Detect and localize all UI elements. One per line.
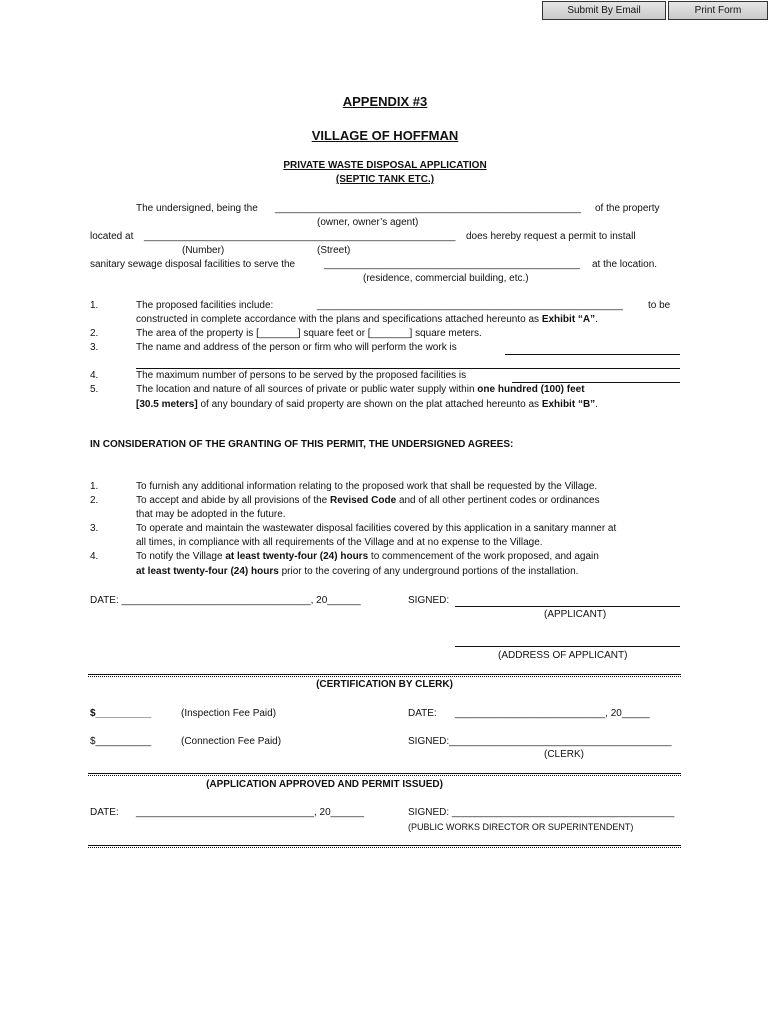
residence-note: (residence, commercial building, etc.) bbox=[363, 273, 529, 284]
submit-by-email-button[interactable]: Submit By Email bbox=[542, 1, 666, 20]
connection-fee-field[interactable]: $__________ bbox=[90, 736, 152, 747]
form-title: PRIVATE WASTE DISPOSAL APPLICATION bbox=[283, 160, 487, 171]
agree-number: 4. bbox=[90, 551, 99, 562]
divider bbox=[88, 845, 681, 848]
item1-cont-text: constructed in complete accordance with the plans and specifications attached hereunto as bbox=[136, 314, 540, 325]
applicant-date-field[interactable]: DATE: __________________________________, 20______ bbox=[90, 595, 361, 606]
connection-fee-label: (Connection Fee Paid) bbox=[181, 736, 282, 747]
item5-text bbox=[136, 384, 585, 396]
item1-continuation bbox=[136, 314, 598, 326]
agree-item1: To furnish any additional information relating to the proposed work that shall be requested by the Village. bbox=[136, 481, 598, 492]
item-number: 4. bbox=[90, 370, 99, 381]
form-subtitle: (SEPTIC TANK ETC.) bbox=[335, 174, 435, 185]
item5-distance: one hundred (100) feet bbox=[477, 384, 585, 395]
applicant-signature-line[interactable] bbox=[455, 606, 680, 607]
agreement-heading: IN CONSIDERATION OF THE GRANTING OF THIS PERMIT, THE UNDERSIGNED AGREES: bbox=[90, 439, 514, 450]
approval-date-label: DATE: bbox=[90, 807, 119, 818]
intro-line1-label: The undersigned, being the bbox=[136, 203, 258, 214]
clerk-heading: (CERTIFICATION BY CLERK) bbox=[316, 679, 453, 690]
clerk-note: (CLERK) bbox=[544, 749, 585, 760]
item4-text: The maximum number of persons to be served by the proposed facilities is bbox=[136, 370, 467, 381]
item5-continuation bbox=[136, 399, 598, 411]
item-number: 2. bbox=[90, 328, 99, 339]
revised-code: Revised Code bbox=[330, 495, 397, 506]
agree-item4-c: to commencement of the work proposed, and again bbox=[370, 551, 599, 562]
agree-number: 2. bbox=[90, 495, 99, 506]
exhibit-a: Exhibit “A” bbox=[541, 314, 596, 325]
village-title: VILLAGE OF HOFFMAN bbox=[311, 128, 459, 143]
agree-item4 bbox=[136, 551, 599, 563]
appendix-title: APPENDIX #3 bbox=[342, 94, 428, 109]
facilities-field[interactable]: _______________________________________________________ bbox=[317, 300, 623, 311]
item2-text: The area of the property is [_______] square feet or [_______] square meters. bbox=[136, 328, 482, 339]
contractor-field-line2[interactable] bbox=[136, 368, 680, 369]
agree-number: 3. bbox=[90, 523, 99, 534]
inspection-fee-label: (Inspection Fee Paid) bbox=[181, 708, 277, 719]
director-note: (PUBLIC WORKS DIRECTOR OR SUPERINTENDENT) bbox=[408, 822, 634, 832]
applicant-address-line[interactable] bbox=[455, 646, 680, 647]
item5-text-a: The location and nature of all sources of private or public water supply within bbox=[136, 384, 475, 395]
agree-item4-b: at least twenty-four (24) hours bbox=[225, 551, 369, 562]
agree-item3: To operate and maintain the wastewater disposal facilities covered by this application in a sanitary manner at bbox=[136, 523, 617, 534]
item-number: 3. bbox=[90, 342, 99, 353]
inspection-fee-field[interactable]: $__________ bbox=[90, 708, 152, 719]
approval-heading: (APPLICATION APPROVED AND PERMIT ISSUED) bbox=[206, 779, 443, 790]
applicant-signed-label: SIGNED: bbox=[408, 595, 450, 606]
item1-text: The proposed facilities include: bbox=[136, 300, 274, 311]
agree-item2-cont: that may be adopted in the future. bbox=[136, 509, 286, 520]
intro-line1-end: of the property bbox=[595, 203, 660, 214]
agree-item4-d: at least twenty-four (24) hours bbox=[136, 566, 279, 577]
agree-item4-a: To notify the Village bbox=[136, 551, 223, 562]
agree-item3-cont: all times, in compliance with all requirements of the Village and at no expense to the Village. bbox=[136, 537, 543, 548]
agree-item2-c: and of all other pertinent codes or ordinances bbox=[398, 495, 600, 506]
intro-line2-label: located at bbox=[90, 231, 134, 242]
number-note: (Number) bbox=[182, 245, 225, 256]
item3-text: The name and address of the person or firm who will perform the work is bbox=[136, 342, 457, 353]
contractor-field-line1[interactable] bbox=[505, 354, 680, 355]
location-field[interactable]: ________________________________________________________ bbox=[144, 231, 456, 242]
item5-period: . bbox=[595, 399, 598, 410]
clerk-date-field[interactable]: ___________________________, 20_____ bbox=[455, 708, 650, 719]
divider bbox=[88, 674, 681, 677]
agree-item2-a: To accept and abide by all provisions of the bbox=[136, 495, 328, 506]
address-note: (ADDRESS OF APPLICANT) bbox=[498, 650, 628, 661]
intro-line3-end: at the location. bbox=[592, 259, 658, 270]
agree-item4-cont bbox=[136, 566, 578, 578]
item5-meters: [30.5 meters] bbox=[136, 399, 198, 410]
director-signature-field[interactable]: SIGNED: ________________________________________ bbox=[408, 807, 675, 818]
street-note: (Street) bbox=[317, 245, 351, 256]
applicant-note: (APPLICANT) bbox=[544, 609, 607, 620]
item1-end: to be bbox=[648, 300, 671, 311]
intro-line3-label: sanitary sewage disposal facilities to serve the bbox=[90, 259, 296, 270]
agree-number: 1. bbox=[90, 481, 99, 492]
serve-field[interactable]: ______________________________________________ bbox=[324, 259, 580, 270]
agree-item4-e: prior to the covering of any underground portions of the installation. bbox=[281, 566, 579, 577]
item1-cont-period: . bbox=[595, 314, 598, 325]
intro-line2-end: does hereby request a permit to install bbox=[466, 231, 636, 242]
item-number: 5. bbox=[90, 384, 99, 395]
print-form-button[interactable]: Print Form bbox=[668, 1, 768, 20]
clerk-date-label: DATE: bbox=[408, 708, 437, 719]
divider bbox=[88, 773, 681, 776]
approval-date-field[interactable]: ________________________________, 20______ bbox=[136, 807, 365, 818]
clerk-signature-field[interactable]: SIGNED:________________________________________ bbox=[408, 736, 672, 747]
item-number: 1. bbox=[90, 300, 99, 311]
owner-name-field[interactable]: _______________________________________________________ bbox=[275, 203, 581, 214]
persons-field[interactable] bbox=[512, 382, 680, 383]
exhibit-b: Exhibit “B” bbox=[541, 399, 596, 410]
agree-item2 bbox=[136, 495, 600, 507]
owner-note: (owner, owner’s agent) bbox=[317, 217, 419, 228]
item5-text-d: of any boundary of said property are shown on the plat attached hereunto as bbox=[200, 399, 540, 410]
